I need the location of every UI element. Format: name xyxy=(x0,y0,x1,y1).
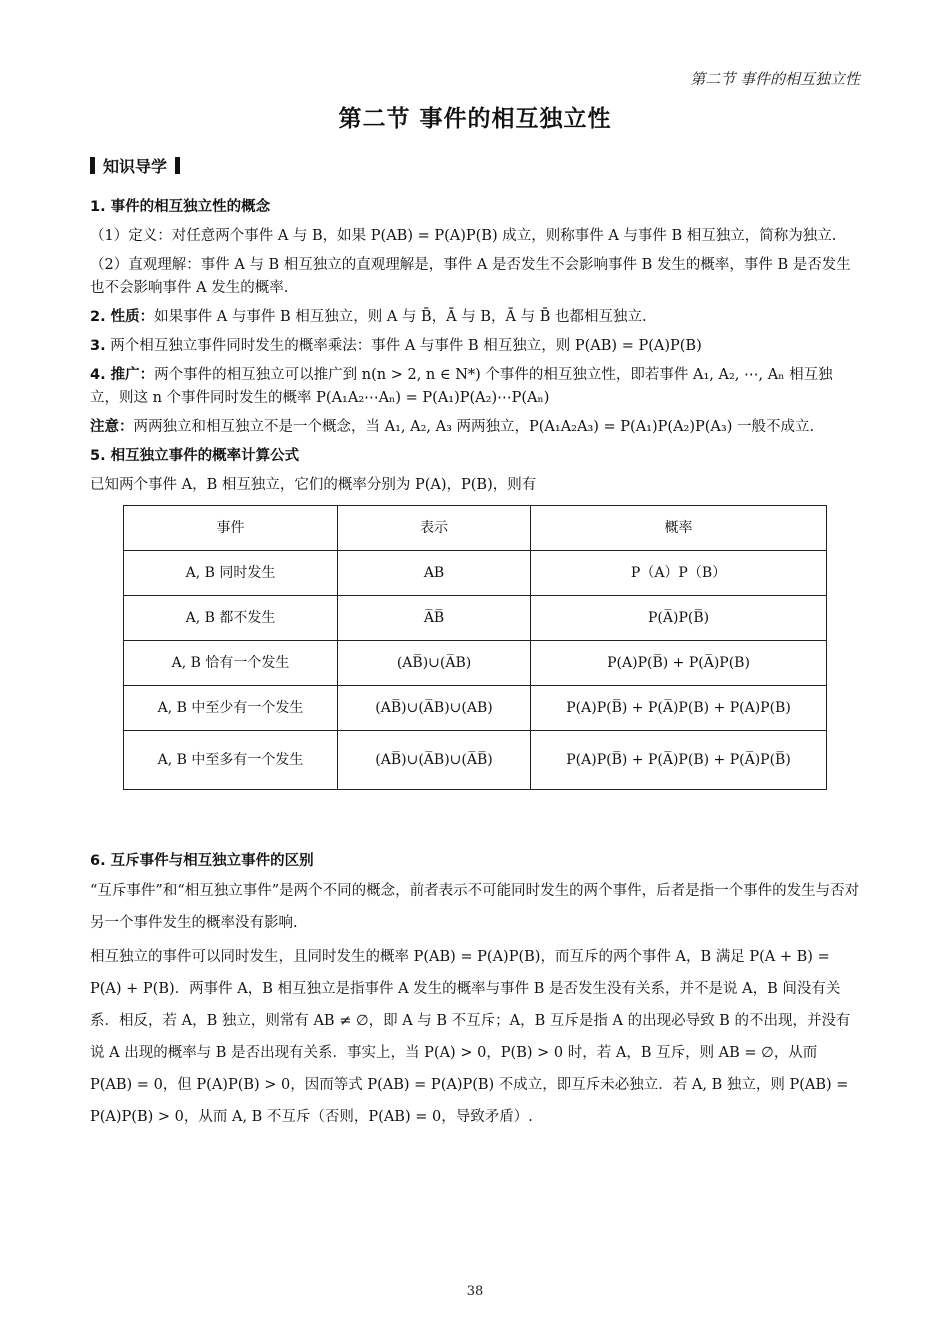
sec6-paragraph-1: “互斥事件”和“相互独立事件”是两个不同的概念，前者表示不可能同时发生的两个事件，后者是指一个事件的发生与否对另一个事件发生的概率没有影响. xyxy=(90,883,860,931)
table-header-cell: 事件 xyxy=(124,506,338,551)
table-cell-probability: P(A̅)P(B̅) xyxy=(531,596,827,641)
table-cell-probability: P(A)P(B̅) + P(A̅)P(B) xyxy=(531,641,827,686)
section-banner-label: 知识导学 xyxy=(103,157,168,176)
sec3-text: 两个相互独立事件同时发生的概率乘法：事件 A 与事件 B 相互独立，则 P(AB) = P(A)P(B) xyxy=(105,338,702,354)
sec4-label: 4. 推广： xyxy=(90,367,155,383)
table-cell-event: A, B 恰有一个发生 xyxy=(124,641,338,686)
table-row xyxy=(124,641,827,686)
sec2-label: 2. 性质： xyxy=(90,309,155,325)
sec1-definition: （1）定义：对任意两个事件 A 与 B，如果 P(AB) = P(A)P(B) 成立，则称事件 A 与事件 B 相互独立，简称为独立. xyxy=(90,228,837,244)
table-cell-notation: A̅B̅ xyxy=(337,596,530,641)
table-cell-probability: P（A）P（B） xyxy=(531,551,827,596)
table-row xyxy=(124,731,827,790)
table-header-row xyxy=(124,506,827,551)
table-cell-event: A, B 中至少有一个发生 xyxy=(124,686,338,731)
sec3-label: 3. xyxy=(90,338,106,354)
sec6 xyxy=(90,850,860,1133)
note-label: 注意： xyxy=(90,419,134,435)
sec5-intro: 已知两个事件 A，B 相互独立，它们的概率分别为 P(A)，P(B)，则有 xyxy=(90,477,537,493)
table-cell-notation: (AB̅)∪(A̅B)∪(A̅B̅) xyxy=(337,731,530,790)
table-cell-notation: (AB̅)∪(A̅B)∪(AB) xyxy=(337,686,530,731)
page-number: 38 xyxy=(466,1284,484,1299)
table-cell-probability: P(A)P(B̅) + P(A̅)P(B) + P(A)P(B) xyxy=(531,686,827,731)
sec1-intuitive: （2）直观理解：事件 A 与 B 相互独立的直观理解是，事件 A 是否发生不会影响事件 B 发生的概率，事件 B 是否发生也不会影响事件 A 发生的概率. xyxy=(90,257,851,296)
banner-bar-right xyxy=(175,157,180,174)
sec6-paragraph-2: 相互独立的事件可以同时发生，且同时发生的概率 P(AB) = P(A)P(B)，而互斥的两个事件 A，B 满足 P(A + B) = P(A) + P(B)．两事件 A，B 相互独立是指事件 A 发生的概率与事件 B 是否发生没有关系，并不是说 A，B 间没有关系．相反，若 A，B 独立，则常有 AB ≠ ∅，即 A 与 B 不互斥；A，B 互斥是指 A 的出现必导致 B 的不出现，并没有说 A 出现的概率与 B 是否出现有关系．事实上，当 P(A) > 0，P(B) > 0 时，若 A，B 互斥，则 AB = ∅，从而 P(AB) = 0，但 P(A)P(B) > 0，因而等式 P(AB) = P(A)P(B) 不成立，即互斥未必独立．若 A, B 独立，则 P(AB) = P(A)P(B) > 0，从而 A, B 不互斥（否则，P(AB) = 0，导致矛盾）. xyxy=(90,949,851,1125)
table-row xyxy=(124,551,827,596)
sec6-heading: 6. 互斥事件与相互独立事件的区别 xyxy=(90,853,314,869)
sec2-property xyxy=(90,306,860,329)
table-cell-event: A, B 同时发生 xyxy=(124,551,338,596)
sec5-heading: 5. 相互独立事件的概率计算公式 xyxy=(90,448,300,464)
table-cell-event: A, B 中至多有一个发生 xyxy=(124,731,338,790)
table-row xyxy=(124,686,827,731)
content-body xyxy=(90,196,860,1133)
section-banner xyxy=(90,154,188,177)
table-cell-notation: (AB̅)∪(A̅B) xyxy=(337,641,530,686)
sec3-multiplication xyxy=(90,335,860,358)
table-header-cell: 表示 xyxy=(337,506,530,551)
sec4-generalization xyxy=(90,364,860,410)
note-text: 两两独立和相互独立不是一个概念，当 A₁, A₂, A₃ 两两独立，P(A₁A₂A₃) = P(A₁)P(A₂)P(A₃) 一般不成立. xyxy=(133,419,815,435)
table-row xyxy=(124,596,827,641)
sec2-text: 如果事件 A 与事件 B 相互独立，则 A 与 B̄，Ā 与 B，Ā 与 B̄ 也都相互独立. xyxy=(154,309,647,325)
table-header-cell: 概率 xyxy=(531,506,827,551)
banner-bar-left xyxy=(90,157,95,174)
probability-table xyxy=(123,505,827,790)
table-cell-event: A, B 都不发生 xyxy=(124,596,338,641)
running-head: 第二节 事件的相互独立性 xyxy=(690,70,860,88)
table-cell-notation: AB xyxy=(337,551,530,596)
note xyxy=(90,416,860,439)
table-cell-probability: P(A)P(B̅) + P(A̅)P(B) + P(A̅)P(B̅) xyxy=(531,731,827,790)
sec1-heading: 1. 事件的相互独立性的概念 xyxy=(90,199,271,215)
sec4-text: 两个事件的相互独立可以推广到 n(n > 2, n ∈ N*) 个事件的相互独立性，即若事件 A₁, A₂, ⋯, Aₙ 相互独立，则这 n 个事件同时发生的概率 P(A₁A₂⋯Aₙ) = P(A₁)P(A₂)⋯P(Aₙ) xyxy=(90,367,833,406)
page-title: 第二节 事件的相互独立性 xyxy=(338,106,612,132)
